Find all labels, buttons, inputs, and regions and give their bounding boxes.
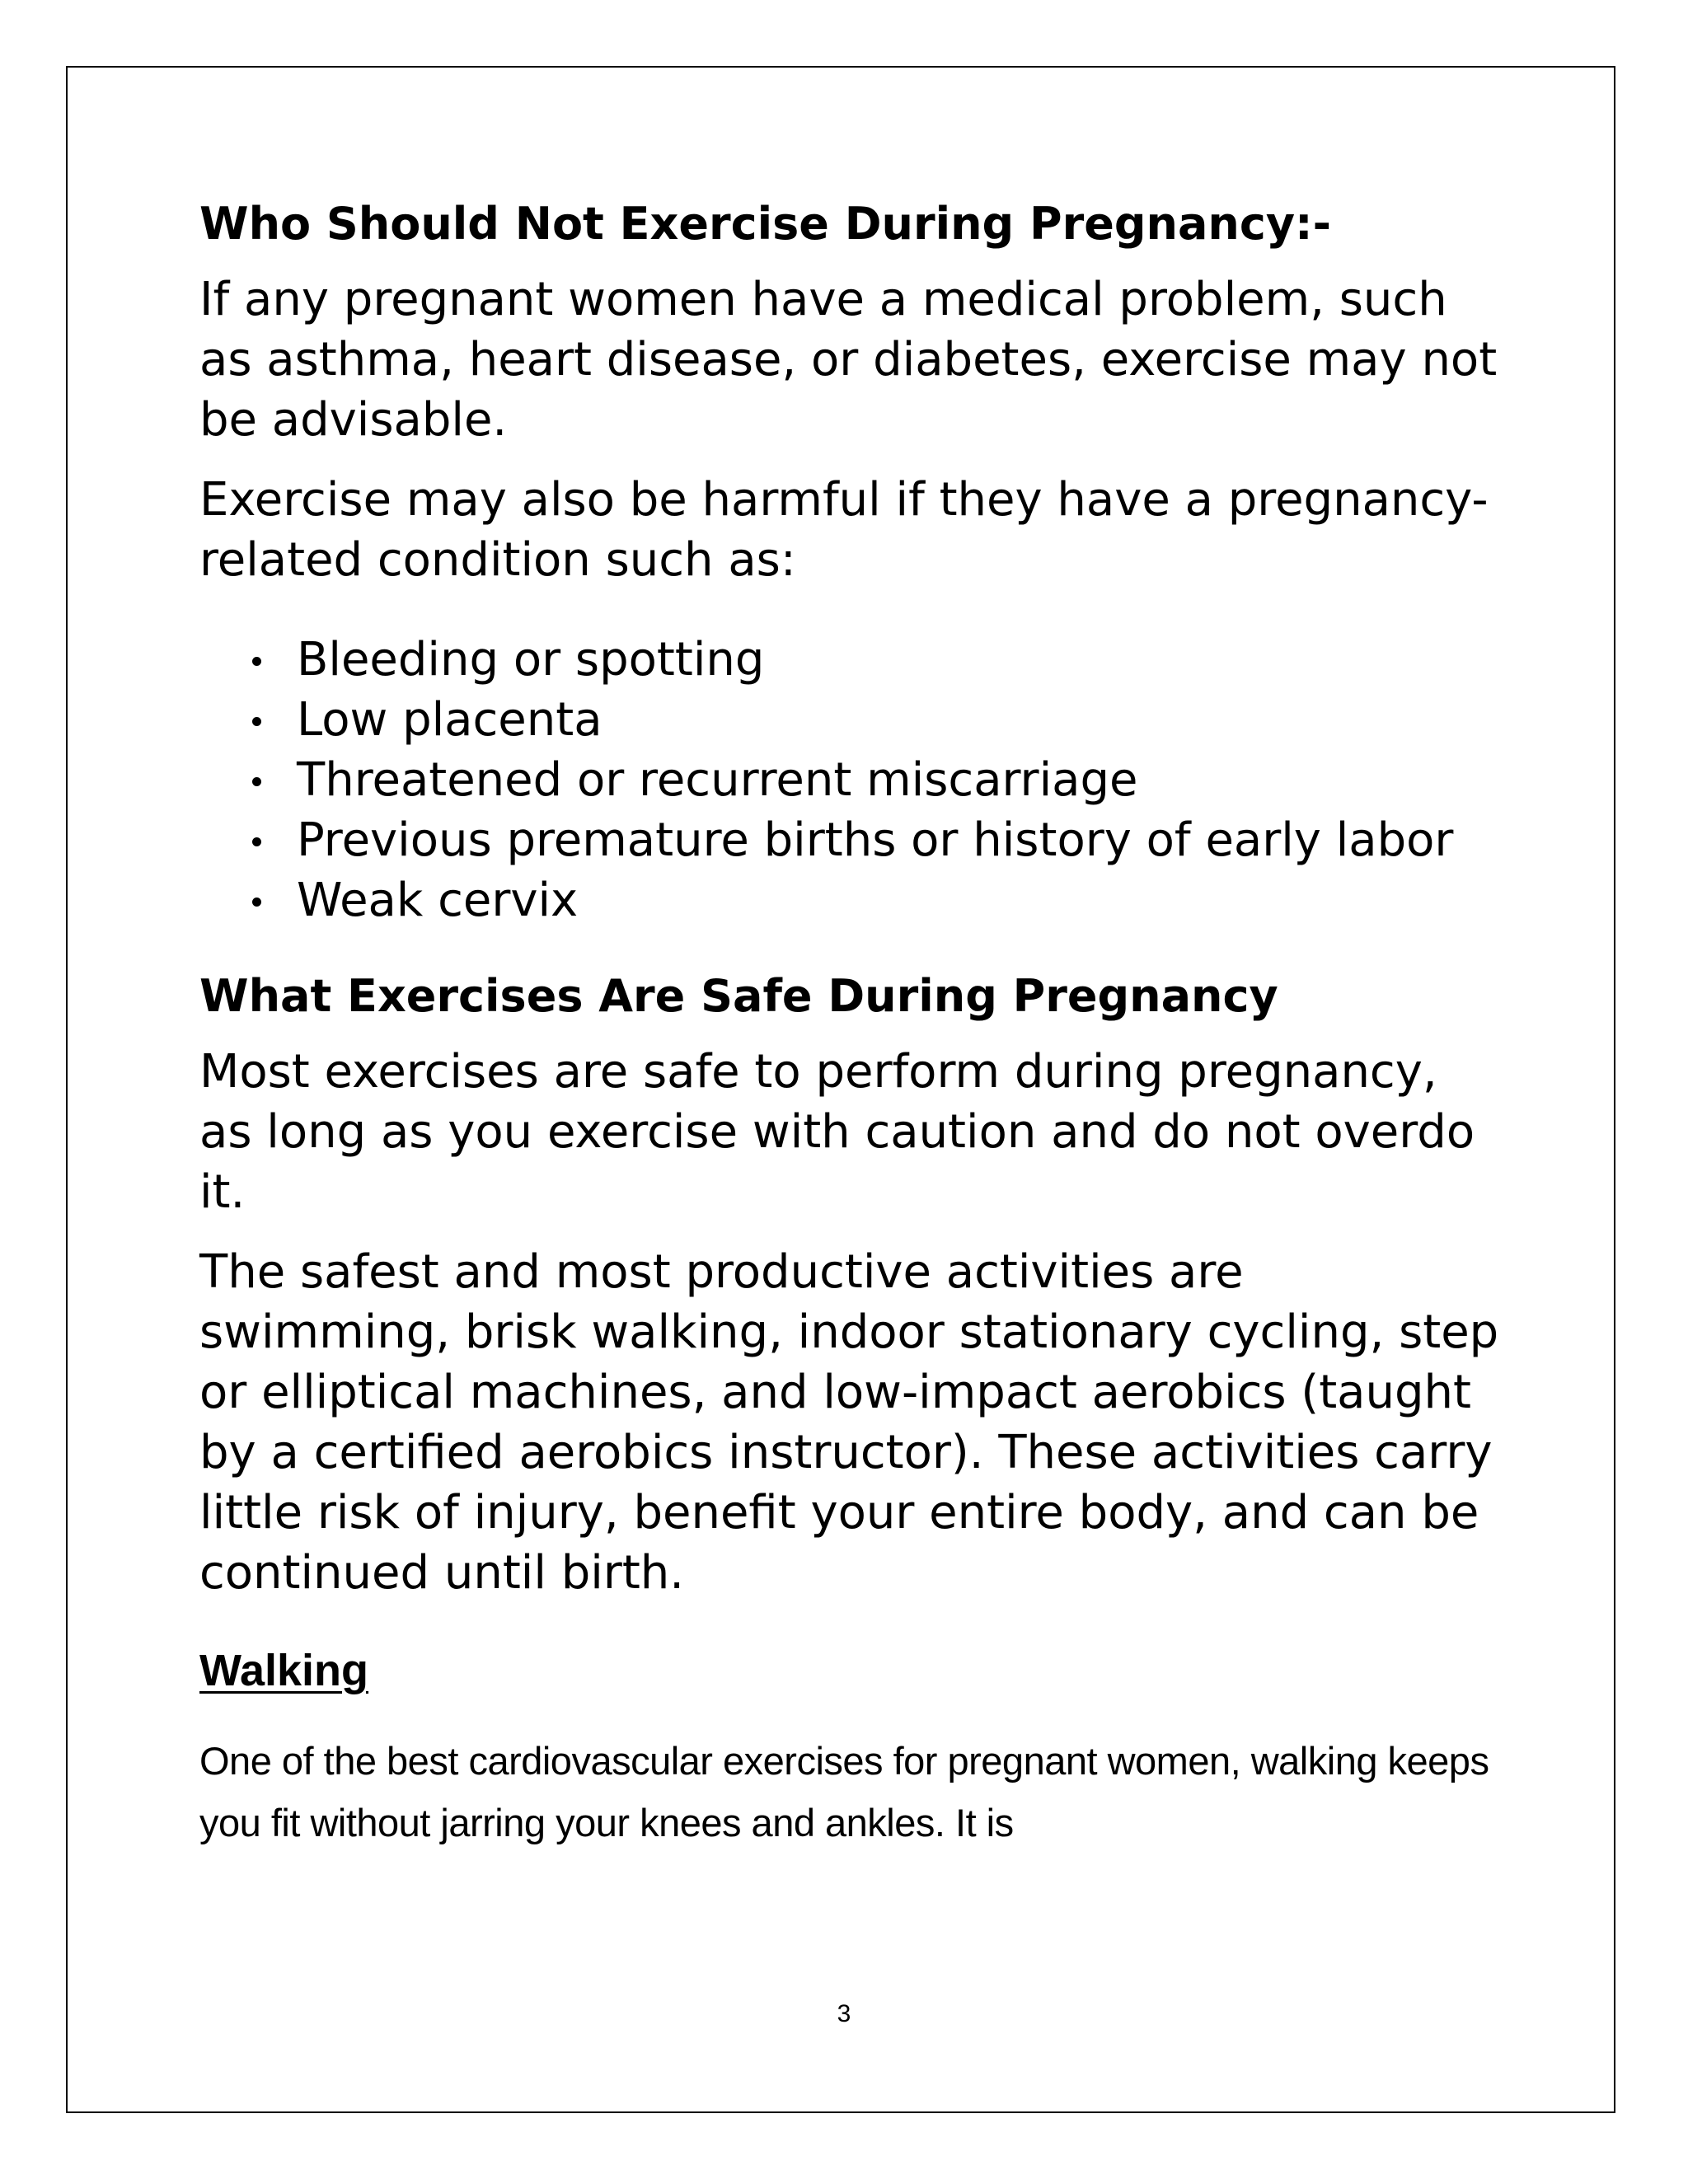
list-item [297, 870, 1502, 930]
page-content [199, 198, 1502, 1854]
subheading-walking: Walking [199, 1645, 369, 1695]
paragraph-pregnancy-conditions: Exercise may also be harmful if they have a pregnancy-related condition such as: [199, 472, 1489, 587]
list-item [297, 750, 1502, 810]
section-heading-who-should-not-exercise: Who Should Not Exercise During Pregnancy:- [199, 198, 1332, 250]
page-number: 3 [837, 2000, 851, 2027]
list-item-text: Low placenta [297, 692, 603, 747]
list-item-text: Threatened or recurrent miscarriage [297, 752, 1138, 807]
section-heading-safe-exercises: What Exercises Are Safe During Pregnancy [199, 969, 1278, 1022]
paragraph-walking: One of the best cardiovascular exercises for pregnant women, walking keeps you fit without jarring your knees and ankles. It is [199, 1739, 1489, 1845]
paragraph-safest-activities: The safest and most productive activities are swimming, brisk walking, indoor stationary cycling, step or elliptical machines, and low-impact aerobics (taught by a certified aerobics instructor). These activities carry little risk of injury, benefit your entire body, and can be continued until birth. [199, 1244, 1499, 1600]
paragraph-medical-problems: If any pregnant women have a medical problem, such as asthma, heart disease, or diabetes, exercise may not be advisable. [199, 272, 1498, 447]
bullet-icon [252, 657, 261, 666]
list-item-text: Weak cervix [297, 873, 579, 927]
conditions-list [199, 630, 1502, 930]
list-item [297, 690, 1502, 750]
list-item [297, 630, 1502, 690]
bullet-icon [252, 837, 261, 846]
list-item-text: Previous premature births or history of early labor [297, 813, 1454, 867]
bullet-icon [252, 717, 261, 726]
paragraph-most-exercises-safe: Most exercises are safe to perform during pregnancy, as long as you exercise with caution and do not overdo it. [199, 1044, 1475, 1219]
list-item [297, 810, 1502, 870]
bullet-icon [252, 777, 261, 786]
list-item-text: Bleeding or spotting [297, 632, 765, 687]
bullet-icon [252, 898, 261, 907]
